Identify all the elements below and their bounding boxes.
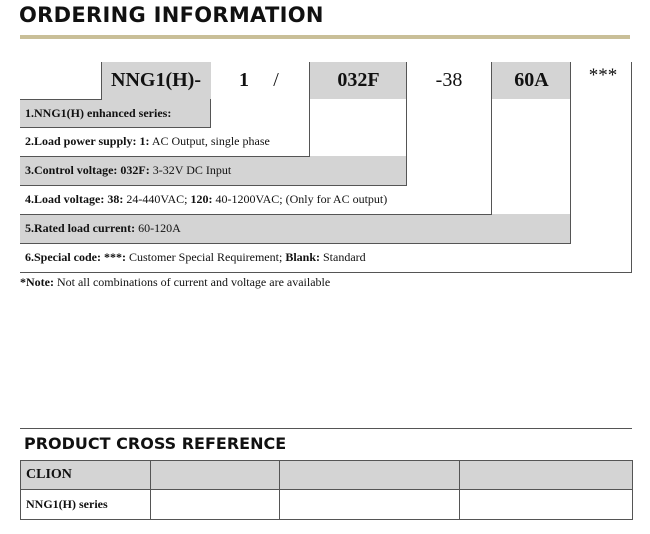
table-cell: NNG1(H) series	[21, 490, 151, 520]
row-supply: 2.Load power supply: 1: AC Output, single phase	[25, 134, 270, 148]
row-load: 4.Load voltage: 38: 24-440VAC; 120: 40-1200VAC; (Only for AC output)	[25, 192, 388, 206]
cross-reference-divider	[20, 428, 632, 429]
connector-line	[20, 156, 310, 157]
connector-line	[20, 127, 211, 128]
connector-line	[406, 62, 407, 186]
connector-line	[20, 214, 492, 215]
connector-line	[20, 99, 101, 100]
table-row	[21, 490, 633, 520]
code-special: ***	[588, 65, 618, 86]
ordering-note: *Note: Not all combinations of current and voltage are available	[20, 275, 331, 289]
code-control: 032F	[337, 69, 380, 91]
connector-line	[491, 62, 492, 215]
table-cell	[151, 490, 280, 520]
row-control: 3.Control voltage: 032F: 3-32V DC Input	[20, 156, 407, 185]
row-special: 6.Special code: ***: Customer Special Requirement; Blank: Standard	[25, 250, 366, 264]
table-header-cell	[151, 461, 280, 490]
connector-line	[570, 62, 571, 244]
code-series: NNG1(H)-	[111, 69, 201, 91]
table-cell	[460, 490, 633, 520]
connector-line	[20, 185, 407, 186]
code-load: -38	[435, 69, 463, 91]
connector-line	[309, 62, 310, 157]
table-header-cell	[280, 461, 460, 490]
connector-line	[20, 243, 571, 244]
connector-line	[631, 62, 632, 273]
table-header-cell: CLION	[21, 461, 151, 490]
title-divider	[20, 35, 630, 39]
cross-reference-title: PRODUCT CROSS REFERENCE	[24, 434, 287, 453]
table-header-row	[21, 461, 633, 490]
table-cell	[280, 490, 460, 520]
connector-line	[210, 99, 211, 128]
cross-reference-table	[20, 460, 633, 520]
connector-line	[20, 272, 632, 273]
code-supply: 1	[239, 69, 249, 91]
table-header-cell	[460, 461, 633, 490]
code-separator: /	[273, 69, 279, 91]
connector-line	[101, 62, 102, 100]
code-current: 60A	[514, 69, 549, 91]
row-series: 1.NNG1(H) enhanced series:	[20, 99, 211, 127]
ordering-title: ORDERING INFORMATION	[19, 3, 324, 27]
row-current: 5.Rated load current: 60-120A	[20, 214, 571, 243]
